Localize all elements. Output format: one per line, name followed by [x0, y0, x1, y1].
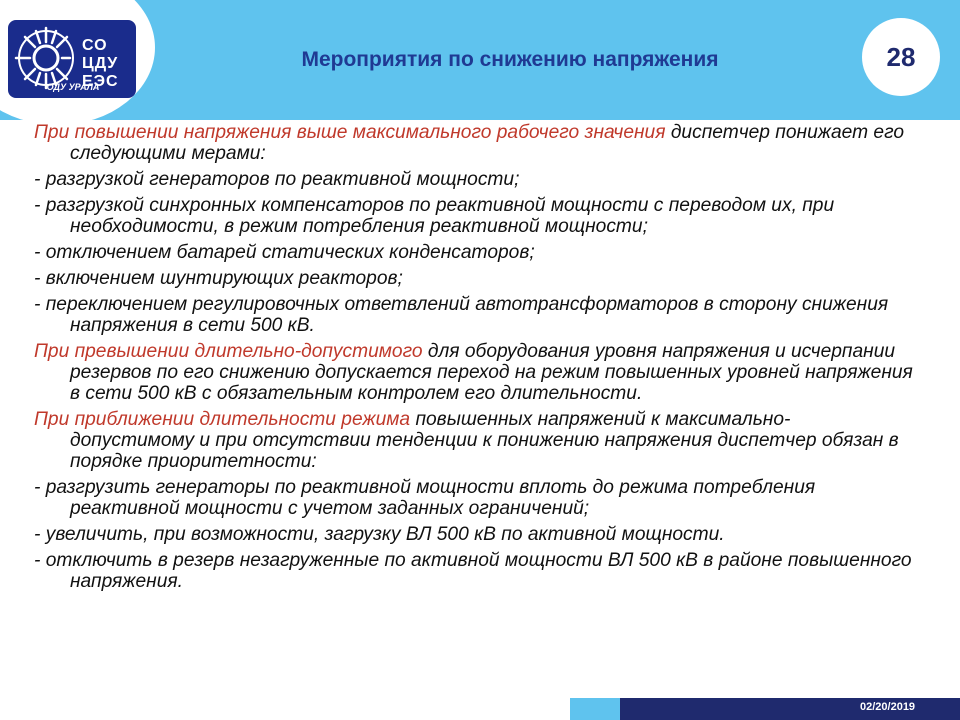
- paragraph-2: - разгрузкой генераторов по реактивной мощности;: [34, 169, 520, 190]
- paragraph-11: - отключить в резерв незагруженные по активной мощности ВЛ 500 кВ в районе повышенного напряжения.: [34, 550, 912, 592]
- paragraph-5: - включением шунтирующих реакторов;: [34, 268, 403, 289]
- highlight-text: При превышении длительно-допустимого: [34, 341, 423, 362]
- paragraph-text: для оборудования уровня напряжения и исчерпании резервов по его снижению допускается переход на режим повышенных уровней напряжения в сети 500 кВ с обязательным контролем его длительности.: [70, 341, 913, 404]
- paragraph-6: - переключением регулировочных ответвлений автотрансформаторов в сторону снижения напряжения в сети 500 кВ.: [34, 294, 889, 336]
- paragraph-3: - разгрузкой синхронных компенсаторов по реактивной мощности с переводом их, при необходимости, в режим потребления реактивной мощности;: [34, 195, 835, 237]
- company-logo: [8, 20, 136, 98]
- slide-body: [34, 122, 914, 597]
- paragraph-10: - увеличить, при возможности, загрузку ВЛ 500 кВ по активной мощности.: [34, 524, 725, 545]
- highlight-text: При приближении длительности режима: [34, 409, 411, 430]
- paragraph-4: - отключением батарей статических конденсаторов;: [34, 242, 535, 263]
- highlight-text: При повышении напряжения выше максимального рабочего значения: [34, 122, 666, 143]
- header-banner: [0, 0, 960, 120]
- footer-accent: [570, 698, 620, 720]
- paragraph-7: [34, 341, 914, 404]
- logo-subtitle: ОДУ УРАЛА: [46, 82, 100, 92]
- page-number: 28: [886, 42, 916, 72]
- paragraph-text: диспетчер понижает его следующими мерами:: [70, 122, 904, 164]
- logo-text: СО ЦДУ ЕЭС: [82, 37, 119, 90]
- paragraph-1: [34, 122, 914, 164]
- slide-title: Мероприятия по снижению напряжения: [301, 48, 719, 71]
- paragraph-9: - разгрузить генераторы по реактивной мощности вплоть до режима потребления реактивной мощности с учетом заданных ограничений;: [34, 477, 816, 519]
- page-number-badge: [862, 18, 940, 96]
- paragraph-text: повышенных напряжений к максимально-допустимому и при отсутствии тенденции к понижению напряжения диспетчер обязан в порядке приоритетности:: [70, 409, 899, 472]
- paragraph-8: [34, 409, 914, 472]
- footer-date: 02/20/2019: [860, 701, 916, 713]
